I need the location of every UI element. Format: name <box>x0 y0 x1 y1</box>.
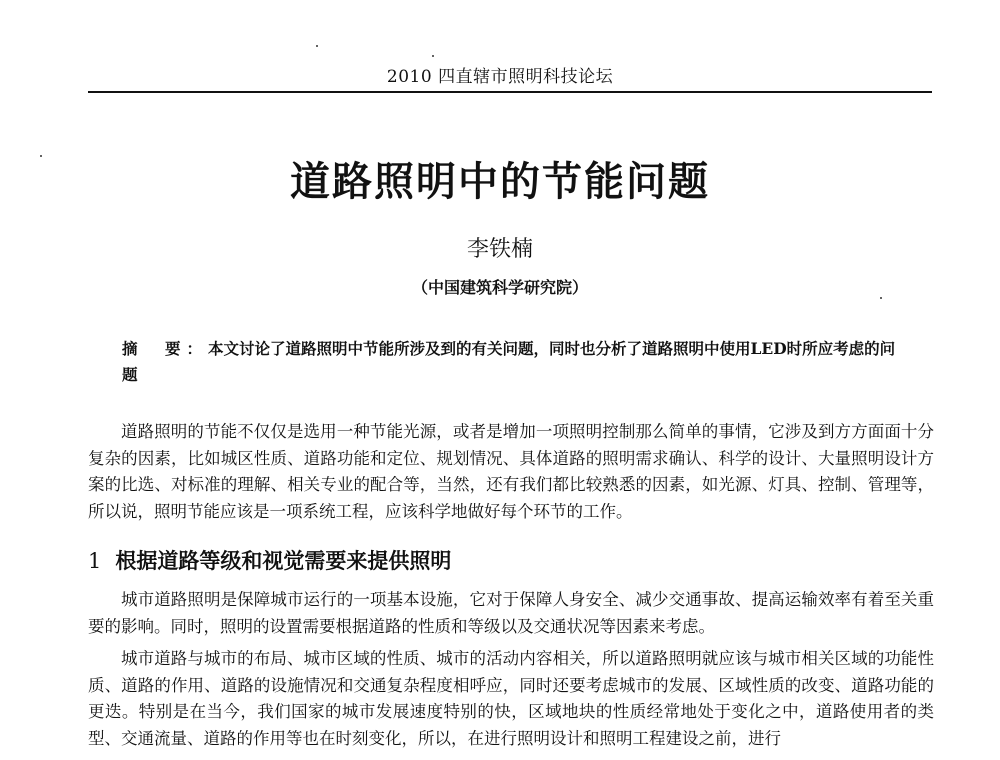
section1-paragraph-1: 城市道路照明是保障城市运行的一项基本设施，它对于保障人身安全、减少交通事故、提高运输效率有着至关重要的影响。同时，照明的设置需要根据道路的性质和等级以及交通状况等因素来考虑。 <box>88 590 934 636</box>
section-number: 1 <box>88 549 102 573</box>
scan-speck <box>316 45 318 47</box>
abstract-text: 本文讨论了道路照明中节能所涉及到的有关问题，同时也分析了道路照明中使用LED时所应考虑的问题 <box>122 339 896 384</box>
author-name: 李铁楠 <box>466 237 533 262</box>
abstract <box>122 336 897 388</box>
scan-speck <box>432 55 434 57</box>
section-title: 根据道路等级和视觉需要来提供照明 <box>115 549 452 573</box>
running-head: 2010 四直辖市照明科技论坛 <box>386 67 614 87</box>
author-affiliation: （中国建筑科学研究院） <box>411 278 588 297</box>
paper-title: 道路照明中的节能问题 <box>290 159 710 205</box>
scan-speck <box>880 297 882 299</box>
intro-paragraph: 道路照明的节能不仅仅是选用一种节能光源，或者是增加一项照明控制那么简单的事情，它涉及到方方面面十分复杂的因素，比如城区性质、道路功能和定位、规划情况、具体道路的照明需求确认、科学的设计、大量照明设计方案的比选、对标准的理解、相关专业的配合等，当然，还有我们都比较熟悉的因素，如光源、灯具、控制、管理等，所以说，照明节能应该是一项系统工程，应该科学地做好每个环节的工作。 <box>88 422 934 521</box>
scan-speck <box>40 155 42 157</box>
section1-paragraph-2: 城市道路与城市的布局、城市区域的性质、城市的活动内容相关，所以道路照明就应该与城市相关区域的功能性质、道路的作用、道路的设施情况和交通复杂程度相呼应，同时还要考虑城市的发展、区域性质的改变、道路功能的更迭。特别是在当今，我们国家的城市发展速度特别的快，区域地块的性质经常地处于变化之中，道路使用者的类型、交通流量、道路的作用等也在时刻变化，所以，在进行照明设计和照明工程建设之前，进行 <box>88 649 934 748</box>
header-rule <box>88 91 932 93</box>
abstract-label: 摘 要： <box>122 339 209 358</box>
section-heading <box>88 545 934 575</box>
